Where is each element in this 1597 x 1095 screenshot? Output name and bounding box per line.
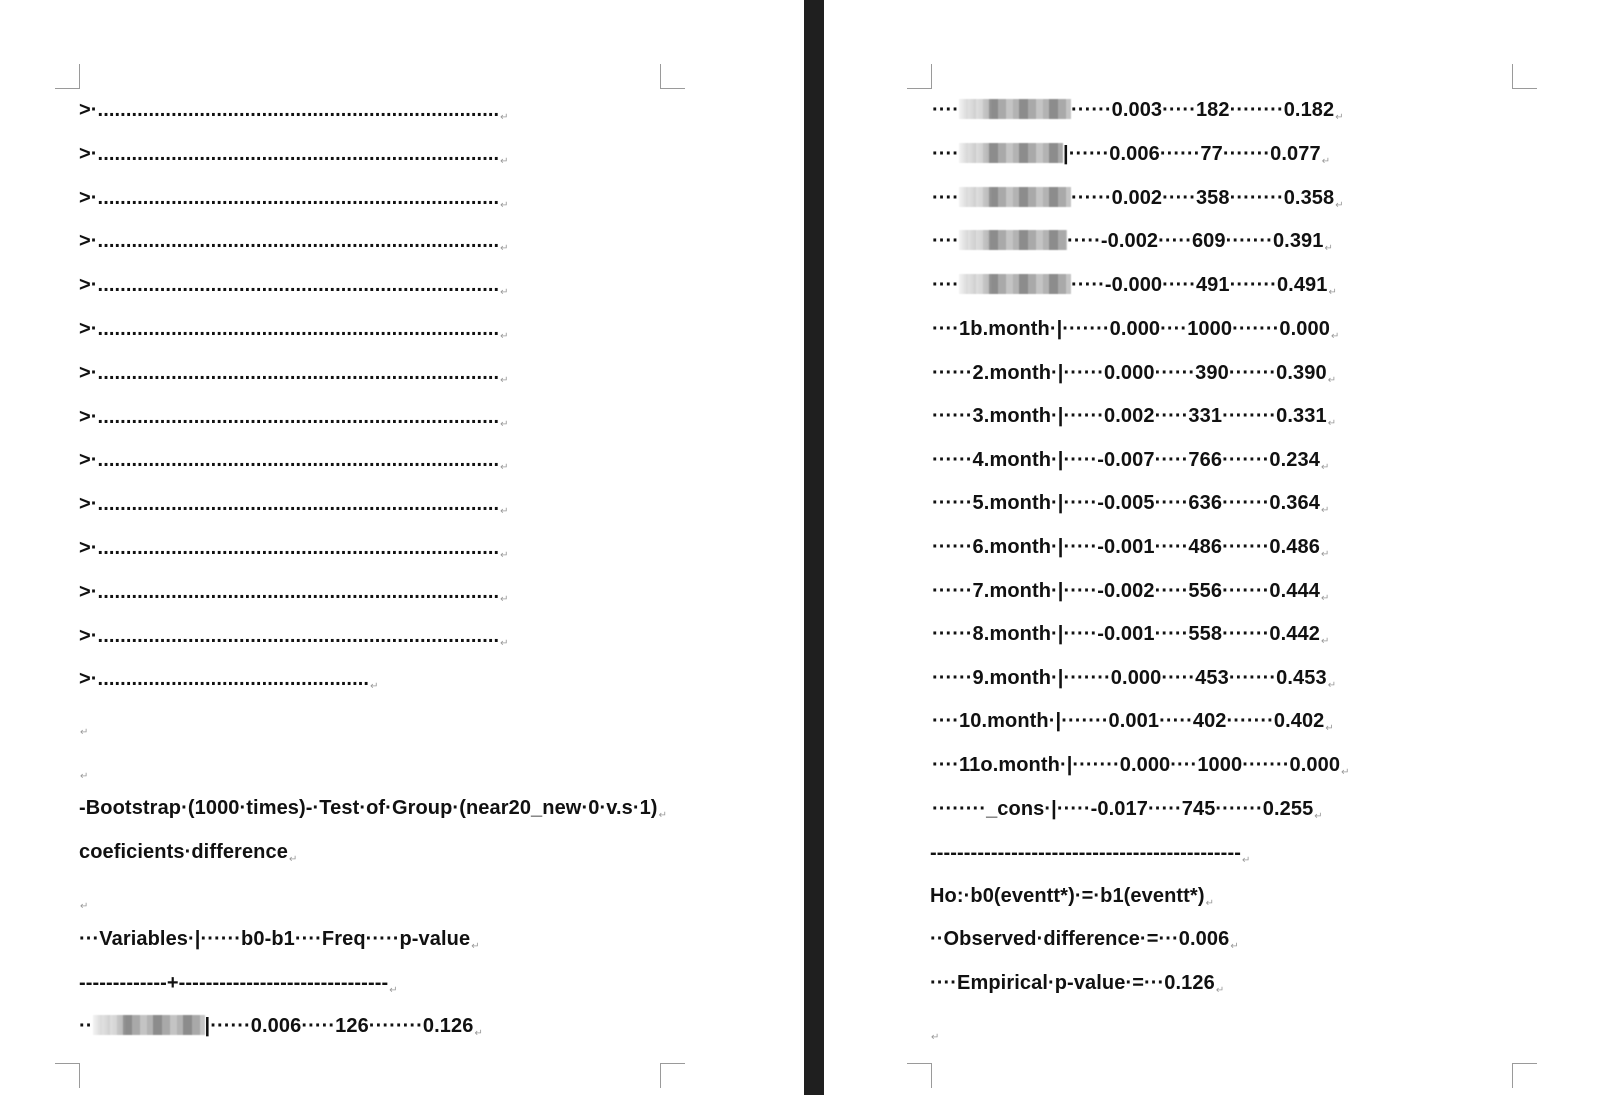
crop-mark-bottom-left (55, 1063, 80, 1088)
table-header-row[interactable]: ···Variables·|······b0-b1····Freq·····p-value$_↵$ (79, 928, 480, 952)
crop-mark-bottom-right (1512, 1063, 1537, 1088)
prompt-line[interactable]: $>\cdot......................................................................._↵$ (79, 274, 509, 299)
redacted-variable-name (959, 274, 1071, 294)
redacted-variable-name (93, 1015, 205, 1035)
table-row[interactable]: ···· $\cdot\cdot\cdot\cdot\cdot-0.002\cdot\cdot\cdot\cdot\cdot 609\cdot\cdot\cdot\cdot\cdot\cdot\cdot 0.391_↵$ (932, 230, 1333, 254)
table-row[interactable]: $\cdot\cdot\cdot\cdot\cdot\cdot 4.month\cdot|\cdot\cdot\cdot\cdot\cdot-0.007\cdot\cdot\cdot\cdot\cdot 766\cdot\cdot\cdot\cdot\cdot\cdot\cdot 0.234_↵$ (932, 448, 1330, 473)
table-row[interactable]: $\cdot\cdot\cdot\cdot 10.month\cdot|\cdot\cdot\cdot\cdot\cdot\cdot\cdot 0.001\cdot\cdot\cdot\cdot\cdot 402\cdot\cdot\cdot\cdot\cdot\cdot\cdot 0.402_↵$ (932, 710, 1334, 735)
prompt-line[interactable]: $>\cdot......................................................................._↵$ (79, 537, 509, 561)
observed-difference-line[interactable]: $\cdot\cdot Observed\cdot difference\cdot=\cdot\cdot\cdot 0.006_↵$ (930, 928, 1239, 952)
table-row[interactable]: ···· $|\cdot\cdot\cdot\cdot\cdot\cdot 0.006\cdot\cdot\cdot\cdot\cdot\cdot 77\cdot\cdot\cdot\cdot\cdot\cdot\cdot 0.077_↵$ (932, 143, 1331, 167)
bootstrap-title[interactable]: $-Bootstrap\cdot(1000\cdot times)-\cdot Test\cdot of\cdot Group\cdot(near20\_new\cdot 0\cdot v.s\cdot 1)_↵$ (79, 797, 668, 821)
prompt-line[interactable]: $>\cdot......................................................................._↵$ (79, 186, 509, 211)
table-row[interactable]: $\cdot\cdot\cdot\cdot\cdot\cdot 6.month\cdot|\cdot\cdot\cdot\cdot\cdot-0.001\cdot\cdot\cdot\cdot\cdot 486\cdot\cdot\cdot\cdot\cdot\cdot\cdot 0.486_↵$ (932, 536, 1330, 560)
empty-paragraph: ↵ (80, 771, 89, 782)
redacted-variable-name (959, 187, 1071, 207)
table-row[interactable]: ·· $|\cdot\cdot\cdot\cdot\cdot\cdot 0.006\cdot\cdot\cdot\cdot\cdot 126\cdot\cdot\cdot\cdot\cdot\cdot\cdot\cdot 0.126_↵$ (79, 1015, 483, 1039)
crop-mark-top-left (55, 64, 80, 89)
prompt-line[interactable]: $>\cdot......................................................................._↵$ (79, 99, 509, 123)
coefficients-subtitle[interactable]: coeficients·difference$_↵$ (79, 841, 298, 865)
prompt-line[interactable]: $>\cdot................................................_↵$ (79, 668, 379, 693)
prompt-line[interactable]: $>\cdot......................................................................._↵$ (79, 361, 509, 386)
table-row[interactable]: $\cdot\cdot\cdot\cdot\cdot\cdot 2.month\cdot|\cdot\cdot\cdot\cdot\cdot\cdot 0.000\cdot\cdot\cdot\cdot\cdot\cdot 390\cdot\cdot\cdot\cdot\cdot\cdot\cdot 0.390_↵$ (932, 361, 1337, 386)
prompt-line[interactable]: $>\cdot......................................................................._↵$ (79, 493, 509, 518)
redacted-variable-name (959, 99, 1071, 119)
null-hypothesis-line[interactable]: $Ho:\cdot b0(eventt*)\cdot=\cdot b1(eventt*)_↵$ (930, 885, 1215, 909)
table-header-rule: $-------------+-------------------------------_↵$ (79, 972, 398, 996)
table-row[interactable]: ···· $\cdot\cdot\cdot\cdot\cdot-0.000\cdot\cdot\cdot\cdot\cdot 491\cdot\cdot\cdot\cdot\cdot\cdot\cdot 0.491_↵$ (932, 274, 1337, 298)
table-row[interactable]: $\cdot\cdot\cdot\cdot 11o.month\cdot|\cdot\cdot\cdot\cdot\cdot\cdot\cdot 0.000\cdot\cdot\cdot\cdot 1000\cdot\cdot\cdot\cdot\cdot\cdot\cdot 0.000_↵$ (932, 754, 1350, 778)
prompt-line[interactable]: $>\cdot......................................................................._↵$ (79, 405, 509, 430)
table-row[interactable]: $\cdot\cdot\cdot\cdot\cdot\cdot 8.month\cdot|\cdot\cdot\cdot\cdot\cdot-0.001\cdot\cdot\cdot\cdot\cdot 558\cdot\cdot\cdot\cdot\cdot\cdot\cdot 0.442_↵$ (932, 623, 1330, 648)
redacted-variable-name (959, 143, 1063, 163)
prompt-line[interactable]: $>\cdot......................................................................._↵$ (79, 230, 509, 255)
table-row[interactable]: $\cdot\cdot\cdot\cdot\cdot\cdot 7.month\cdot|\cdot\cdot\cdot\cdot\cdot-0.002\cdot\cdot\cdot\cdot\cdot 556\cdot\cdot\cdot\cdot\cdot\cdot\cdot 0.444_↵$ (932, 579, 1330, 604)
crop-mark-top-right (1512, 64, 1537, 89)
table-row[interactable]: $\cdot\cdot\cdot\cdot\cdot\cdot\cdot\cdot\_cons\cdot|\cdot\cdot\cdot\cdot\cdot-0.017\cdot\cdot\cdot\cdot\cdot 745\cdot\cdot\cdot\cdot\cdot\cdot\cdot 0.255_↵$ (932, 797, 1323, 822)
empirical-p-value-line[interactable]: $\cdot\cdot\cdot\cdot Empirical\cdot p-value\cdot=\cdot\cdot\cdot 0.126_↵$ (930, 972, 1225, 996)
table-row[interactable]: $\cdot\cdot\cdot\cdot\cdot\cdot 5.month\cdot|\cdot\cdot\cdot\cdot\cdot-0.005\cdot\cdot\cdot\cdot\cdot 636\cdot\cdot\cdot\cdot\cdot\cdot\cdot 0.364_↵$ (932, 492, 1330, 517)
empty-paragraph: ↵ (931, 1032, 940, 1043)
prompt-line[interactable]: $>\cdot......................................................................._↵$ (79, 318, 509, 342)
table-row[interactable]: ···· $\cdot\cdot\cdot\cdot\cdot\cdot 0.002\cdot\cdot\cdot\cdot\cdot 358\cdot\cdot\cdot\cdot\cdot\cdot\cdot\cdot 0.358_↵$ (932, 187, 1344, 211)
table-row[interactable]: $\cdot\cdot\cdot\cdot\cdot\cdot 9.month\cdot|\cdot\cdot\cdot\cdot\cdot\cdot\cdot 0.000\cdot\cdot\cdot\cdot\cdot 453\cdot\cdot\cdot\cdot\cdot\cdot\cdot 0.453_↵$ (932, 666, 1337, 691)
prompt-line[interactable]: $>\cdot......................................................................._↵$ (79, 449, 509, 474)
crop-mark-top-left (907, 64, 932, 89)
prompt-line[interactable]: $>\cdot......................................................................._↵$ (79, 580, 509, 605)
crop-mark-bottom-left (907, 1063, 932, 1088)
document-page-right (824, 0, 1597, 1095)
empty-paragraph: ↵ (80, 727, 89, 738)
table-row[interactable]: ···· $\cdot\cdot\cdot\cdot\cdot\cdot 0.003\cdot\cdot\cdot\cdot\cdot 182\cdot\cdot\cdot\cdot\cdot\cdot\cdot\cdot 0.182_↵$ (932, 99, 1344, 123)
table-row[interactable]: $\cdot\cdot\cdot\cdot 1b.month\cdot|\cdot\cdot\cdot\cdot\cdot\cdot\cdot 0.000\cdot\cdot\cdot\cdot 1000\cdot\cdot\cdot\cdot\cdot\cdot\cdot 0.000_↵$ (932, 318, 1340, 342)
redacted-variable-name (959, 230, 1067, 250)
empty-paragraph: ↵ (80, 901, 89, 912)
crop-mark-top-right (660, 64, 685, 89)
crop-mark-bottom-right (660, 1063, 685, 1088)
page-gutter (804, 0, 824, 1095)
table-bottom-rule: $----------------------------------------------_↵$ (930, 842, 1251, 866)
prompt-line[interactable]: $>\cdot......................................................................._↵$ (79, 142, 509, 167)
table-row[interactable]: $\cdot\cdot\cdot\cdot\cdot\cdot 3.month\cdot|\cdot\cdot\cdot\cdot\cdot\cdot 0.002\cdot\cdot\cdot\cdot\cdot 331\cdot\cdot\cdot\cdot\cdot\cdot\cdot\cdot 0.331_↵$ (932, 405, 1337, 430)
prompt-line[interactable]: $>\cdot......................................................................._↵$ (79, 624, 509, 649)
